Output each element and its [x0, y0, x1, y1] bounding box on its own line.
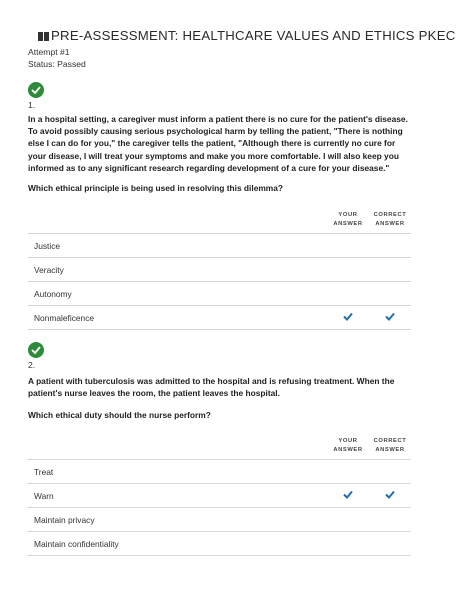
option-label: Veracity [34, 265, 64, 275]
option-label: Justice [34, 241, 61, 251]
option-row[interactable] [28, 483, 411, 507]
option-label: Autonomy [34, 289, 72, 299]
check-circle-icon [28, 342, 44, 358]
page-header [38, 25, 456, 45]
question-prompt: Which ethical duty should the nurse perform? [28, 410, 211, 420]
your-answer-check-icon [343, 490, 353, 499]
column-header-line: ANSWER [375, 446, 405, 453]
option-label: Maintain confidentiality [34, 539, 119, 549]
option-row[interactable] [28, 305, 411, 330]
attempt-number: Attempt #1 [28, 47, 70, 57]
correct-answer-header [368, 211, 412, 228]
your-answer-header [326, 211, 370, 228]
option-row[interactable] [28, 459, 411, 483]
column-header-line: ANSWER [333, 220, 363, 227]
options-list [28, 459, 411, 556]
question-number: 2. [28, 360, 36, 370]
option-label: Nonmaleficence [34, 313, 95, 323]
question-prompt: Which ethical principle is being used in resolving this dilemma? [28, 183, 284, 193]
question-number: 1. [28, 100, 36, 110]
option-row[interactable] [28, 257, 411, 281]
check-circle-icon [28, 82, 44, 98]
column-header-line: CORRECT [373, 438, 407, 444]
column-header-line: YOUR [338, 212, 358, 218]
correct-answer-header [368, 437, 412, 454]
option-label: Warn [34, 491, 54, 501]
correct-answer-check-icon [385, 312, 395, 321]
question-text: A patient with tuberculosis was admitted to the hospital and is refusing treatment. When the patient's nurse leaves the room, the patient leaves the hospital. [28, 376, 395, 399]
correct-answer-check-icon [385, 490, 395, 499]
column-header-line: YOUR [338, 438, 358, 444]
book-icon [38, 32, 49, 41]
option-row[interactable] [28, 233, 411, 257]
options-list [28, 233, 411, 330]
option-row[interactable] [28, 531, 411, 556]
column-header-line: CORRECT [373, 212, 407, 218]
page-title: PRE-ASSESSMENT: HEALTHCARE VALUES AND ETHICS PKEC [51, 27, 456, 43]
option-row[interactable] [28, 281, 411, 305]
attempt-status: Status: Passed [28, 59, 86, 69]
option-row[interactable] [28, 507, 411, 531]
question-text: In a hospital setting, a caregiver must inform a patient there is no cure for the patient's disease. To avoid possibly causing serious psychological harm by telling the patient, "There is nothing else I can do for you," the caregiver tells the patient, "Although there is currently no cure for your disease, I will treat your symptoms and make you more comfortable. I will also keep you informed as to any significant research regarding development of a cure for your disease." [28, 114, 408, 173]
your-answer-header [326, 437, 370, 454]
option-label: Maintain privacy [34, 515, 95, 525]
column-header-line: ANSWER [375, 220, 405, 227]
option-label: Treat [34, 467, 54, 477]
column-header-line: ANSWER [333, 446, 363, 453]
your-answer-check-icon [343, 312, 353, 321]
